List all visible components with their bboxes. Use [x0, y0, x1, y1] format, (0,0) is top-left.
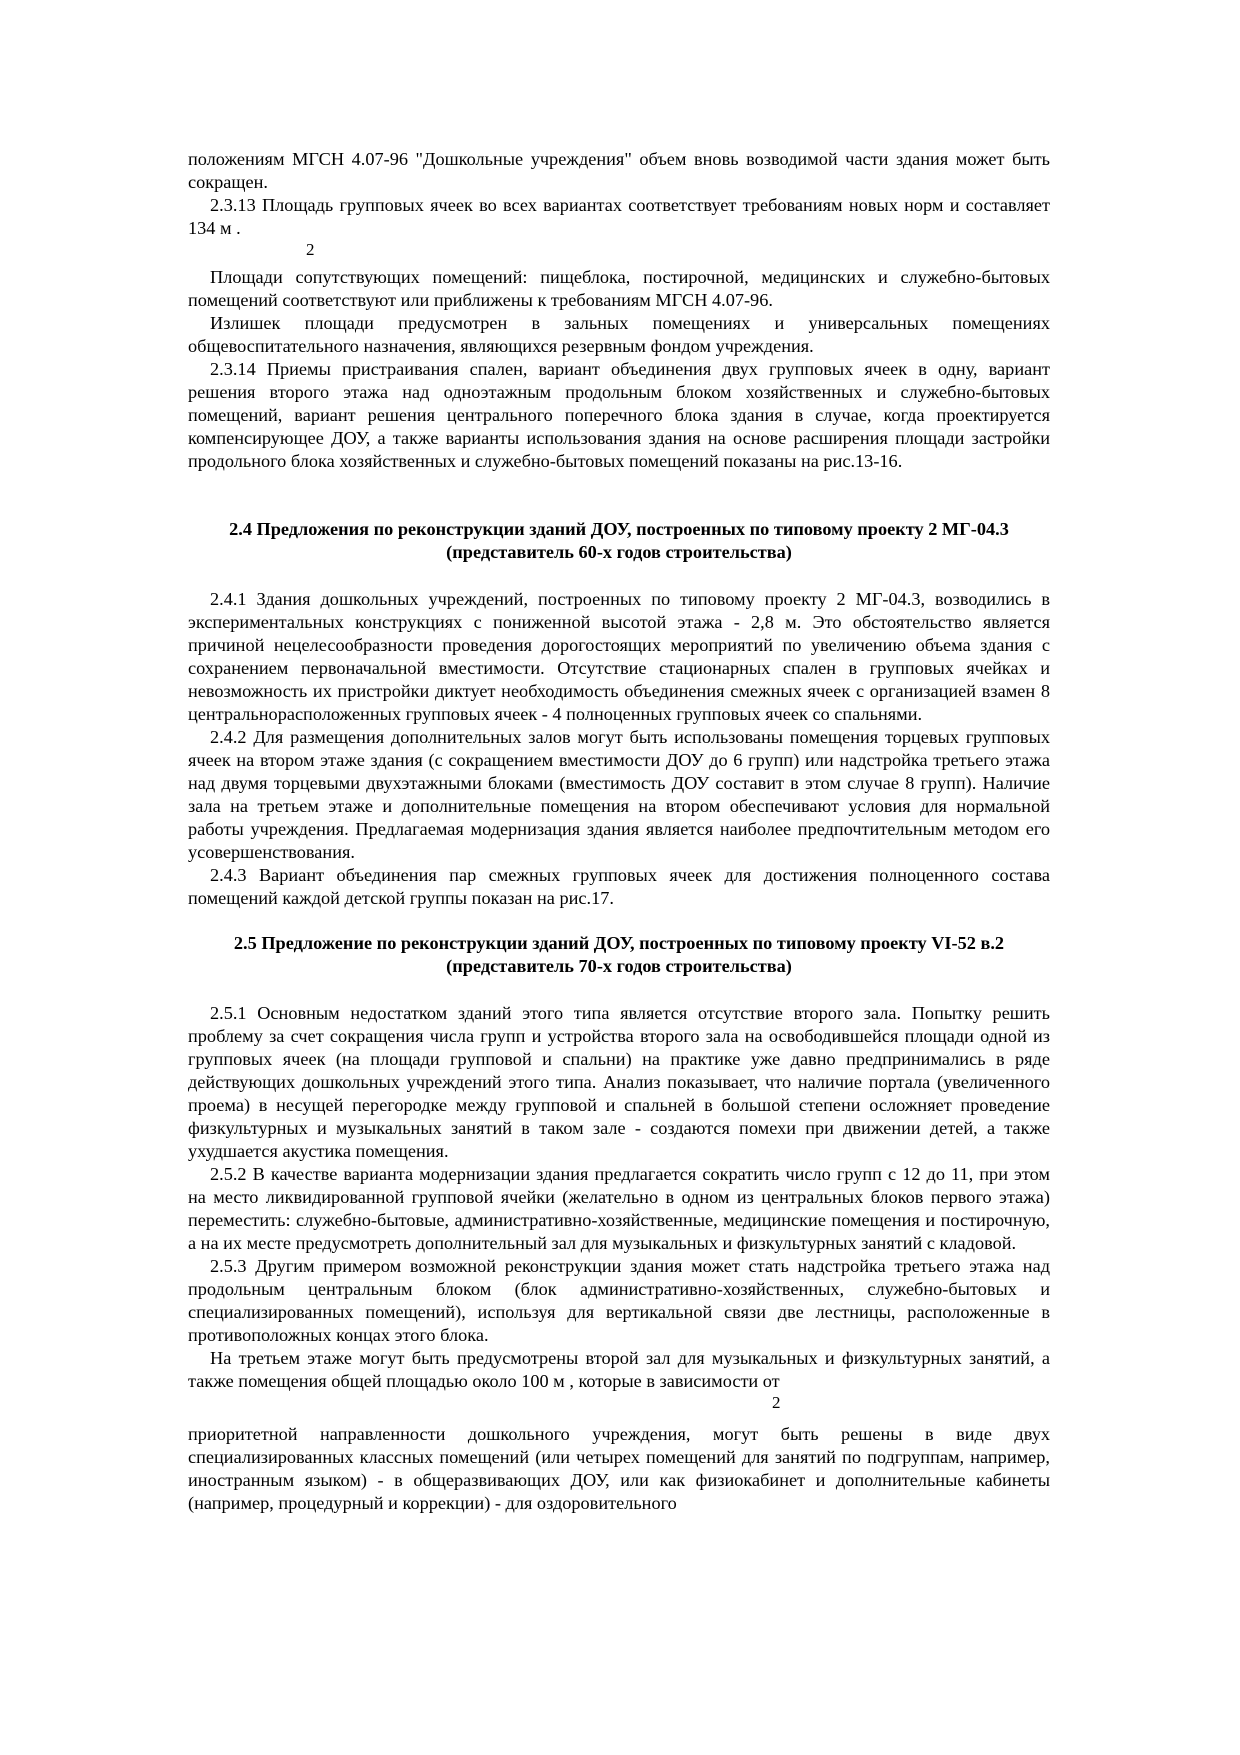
superscript-line [188, 240, 1050, 262]
paragraph-2-5-2: 2.5.2 В качестве варианта модернизации здания предлагается сократить число групп с 12 до 11, при этом на место ликвидированной групповой ячейки (желательно в одном из центральных блоков первого этажа) переместить: служебно-бытовые, административно-хозяйственные, медицинские помещения и постирочную, а на их месте предусмотреть дополнительный зал для музыкальных и физкультурных занятий с кладовой. [188, 1164, 1050, 1253]
paragraph-2-4-1: 2.4.1 Здания дошкольных учреждений, построенных по типовому проекту 2 МГ-04.3, возводились в экспериментальных конструкциях с пониженной высотой этажа - 2,8 м. Это обстоятельство является причиной нецелесообразности проведения дорогостоящих мероприятий по увеличению объема здания с сохранением первоначальной вместимости. Отсутствие стационарных спален в групповых ячейках и невозможность их пристройки диктует необходимость объединения смежных ячеек с организацией взамен 8 центральнорасположенных групповых ячеек - 4 полноценных групповых ячеек со спальнями. [188, 589, 1050, 724]
paragraph-2-5-1: 2.5.1 Основным недостатком зданий этого типа является отсутствие второго зала. Попытку решить проблему за счет сокращения числа групп и устройства второго зала на освободившейся площади одной из групповых ячеек (на площади групповой и спальни) на практике уже давно предпринимались в ряде действующих дошкольных учреждений этого типа. Анализ показывает, что наличие портала (увеличенного проема) в несущей перегородке между групповой и спальней в большой степени осложняет проведение физкультурных и музыкальных занятий в таком зале - создаются помехи при движении детей, а также ухудшается акустика помещения. [188, 1003, 1050, 1161]
superscript-2: 2 [772, 1393, 781, 1412]
paragraph-2-3-14: 2.3.14 Приемы пристраивания спален, вариант объединения двух групповых ячеек в одну, вариант решения второго этажа над одноэтажным продольным блоком хозяйственных и служебно-бытовых помещений, вариант решения центрального поперечного блока здания в случае, когда проектируется компенсирующее ДОУ, а также варианты использования здания на основе расширения площади застройки продольного блока хозяйственных и служебно-бытовых помещений показаны на рис.13-16. [188, 359, 1050, 471]
superscript-line [188, 1393, 1050, 1415]
paragraph-accompanying-rooms: Площади сопутствующих помещений: пищеблока, постирочной, медицинских и служебно-бытовых помещений соответствуют или приближены к требованиям МГСН 4.07-96. [188, 267, 1050, 310]
paragraph-2-4-3: 2.4.3 Вариант объединения пар смежных групповых ячеек для достижения полноценного состава помещений каждой детской группы показан на рис.17. [188, 865, 1050, 908]
paragraph-2-4-2: 2.4.2 Для размещения дополнительных залов могут быть использованы помещения торцевых групповых ячеек на втором этаже здания (с сокращением вместимости ДОУ до 6 групп) или надстройка третьего этажа над двумя торцевыми двухэтажными блоками (вместимость ДОУ составит в этом случае 8 групп). Наличие зала на третьем этаже и дополнительные помещения на втором обеспечивают условия для нормальной работы учреждения. Предлагаемая модернизация здания является наиболее предпочтительным методом его усовершенствования. [188, 727, 1050, 862]
paragraph-2-5-3: 2.5.3 Другим примером возможной реконструкции здания может стать надстройка третьего этажа над продольным центральным блоком (блок административно-хозяйственных, служебно-бытовых и специализированных помещений), используя для вертикальной связи две лестницы, расположенные в противоположных концах этого блока. [188, 1256, 1050, 1345]
heading-2-5: 2.5 Предложение по реконструкции зданий ДОУ, построенных по типовому проекту VI-52 в.2 (представитель 70-х годов строительства) [233, 933, 1005, 976]
paragraph-surplus-area: Излишек площади предусмотрен в зальных помещениях и универсальных помещениях общевоспитательного назначения, являющихся резервным фондом учреждения. [188, 313, 1050, 356]
document-page [188, 148, 1050, 1515]
superscript-2: 2 [306, 240, 315, 259]
paragraph-mgsn-continuation: положениям МГСН 4.07-96 "Дошкольные учреждения" объем вновь возводимой части здания может быть сокращен. [188, 149, 1050, 192]
paragraph-priority-direction: приоритетной направленности дошкольного учреждения, могут быть решены в виде двух специализированных классных помещений (или четырех помещений для занятий по подгруппам, например, иностранным языком) - в общеразвивающих ДОУ, или как физиокабинет и дополнительные кабинеты (например, процедурный и коррекции) - для оздоровительного [188, 1424, 1050, 1513]
paragraph-third-floor: На третьем этаже могут быть предусмотрены второй зал для музыкальных и физкультурных занятий, а также помещения общей площадью около 100 м , которые в зависимости от [188, 1348, 1050, 1391]
paragraph-2-3-13: 2.3.13 Площадь групповых ячеек во всех вариантах соответствует требованиям новых норм и составляет 134 м . [188, 195, 1050, 238]
heading-2-4: 2.4 Предложения по реконструкции зданий ДОУ, построенных по типовому проекту 2 МГ-04.3 (представитель 60-х годов строительства) [229, 519, 1009, 562]
